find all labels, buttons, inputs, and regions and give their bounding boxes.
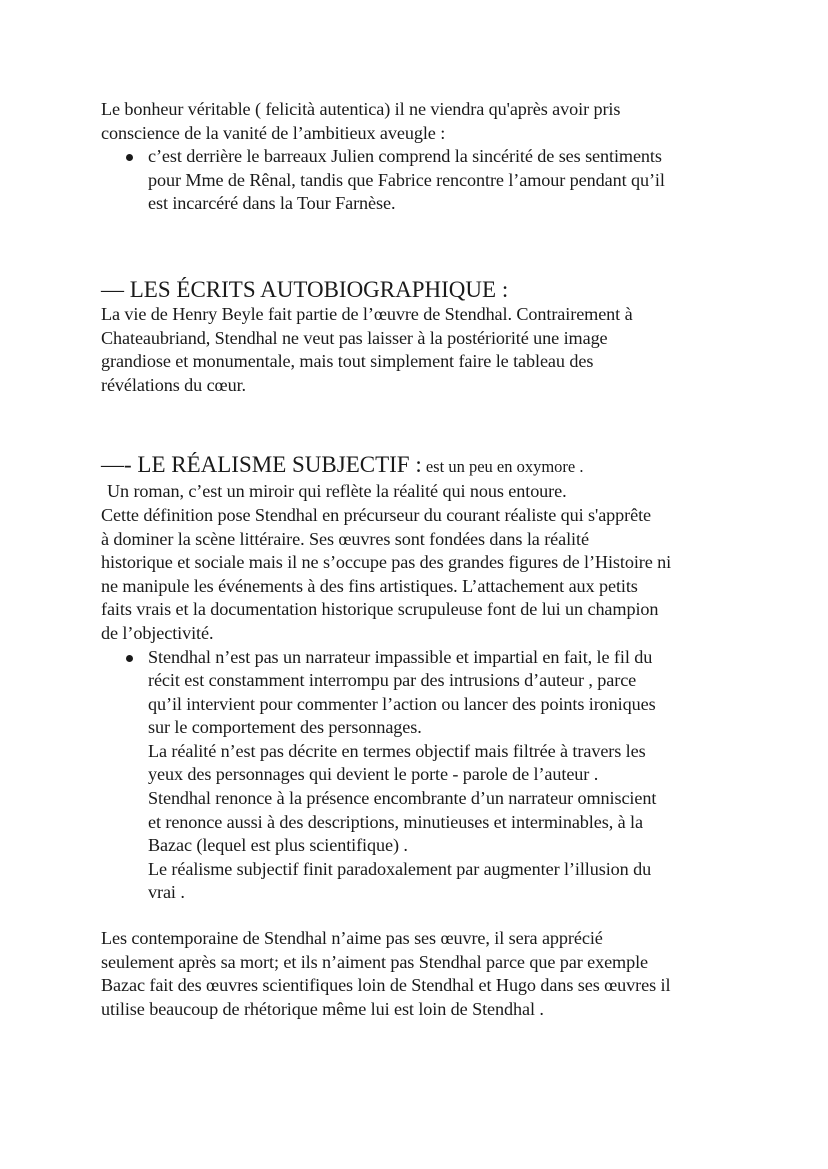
intro-section: [101, 98, 741, 216]
conclusion-section: [101, 927, 741, 1021]
text-line: à dominer la scène littéraire. Ses œuvres sont fondées dans la réalité: [101, 528, 589, 549]
heading-text: —- LE RÉALISME SUBJECTIF :: [101, 452, 422, 478]
text-line: est incarcéré dans la Tour Farnèse.: [148, 193, 396, 214]
autobio-paragraph: [101, 303, 741, 397]
text-line: La réalité n’est pas décrite en termes objectif mais filtrée à travers les: [148, 740, 646, 761]
realisme-paragraph: [101, 480, 741, 645]
text-line: Cette définition pose Stendhal en précurseur du courant réaliste qui s'apprête: [101, 504, 652, 525]
text-line: Un roman, c’est un miroir qui reflète la réalité qui nous entoure.: [107, 481, 567, 502]
text-line: c’est derrière le barreaux Julien comprend la sincérité de ses sentiments: [148, 146, 662, 167]
document-page: [101, 98, 741, 1021]
realisme-bullet-list: [101, 646, 741, 906]
text-line: utilise beaucoup de rhétorique même lui est loin de Stendhal .: [101, 998, 544, 1019]
text-line: historique et sociale mais il ne s’occupe pas des grandes figures de l’Histoire ni: [101, 552, 672, 573]
text-line: Bazac fait des œuvres scientifiques loin de Stendhal et Hugo dans ses œuvres il: [101, 975, 671, 996]
intro-paragraph: [101, 98, 741, 145]
heading-tail: est un peu en oxymore .: [421, 457, 584, 477]
text-line: La vie de Henry Beyle fait partie de l’œuvre de Stendhal. Contrairement à: [101, 303, 633, 324]
realisme-section: [101, 451, 741, 905]
bullet-icon: [126, 154, 133, 161]
text-line: révélations du cœur.: [101, 374, 246, 395]
text-line: récit est constamment interrompu par des intrusions d’auteur , parce: [148, 670, 637, 691]
text-line: et renonce aussi à des descriptions, minutieuses et interminables, à la: [148, 811, 643, 832]
text-line: Stendhal renonce à la présence encombrante d’un narrateur omniscient: [148, 788, 657, 809]
text-line: faits vrais et la documentation historique scrupuleuse font de lui un champion: [101, 599, 659, 620]
conclusion-paragraph: [101, 927, 741, 1021]
bullet-icon: [126, 655, 133, 662]
autobio-section: [101, 276, 741, 397]
text-line: Le bonheur véritable ( felicità autentica) il ne viendra qu'après avoir pris: [101, 99, 621, 119]
text-line: Stendhal n’est pas un narrateur impassible et impartial en fait, le fil du: [148, 646, 653, 667]
text-line: ne manipule les événements à des fins artistiques. L’attachement aux petits: [101, 575, 638, 596]
text-line: Chateaubriand, Stendhal ne veut pas laisser à la postériorité une image: [101, 327, 608, 348]
text-line: seulement après sa mort; et ils n’aiment pas Stendhal parce que par exemple: [101, 951, 649, 972]
text-line: yeux des personnages qui devient le porte - parole de l’auteur .: [148, 764, 599, 785]
text-line: de l’objectivité.: [101, 622, 214, 643]
section-heading-autobio: — LES ÉCRITS AUTOBIOGRAPHIQUE :: [101, 276, 509, 302]
text-line: Bazac (lequel est plus scientifique) .: [148, 835, 408, 856]
section-heading-realisme: [101, 451, 741, 480]
text-line: grandiose et monumentale, mais tout simplement faire le tableau des: [101, 351, 594, 372]
list-item: [101, 145, 741, 216]
text-line: Le réalisme subjectif finit paradoxalement par augmenter l’illusion du: [148, 858, 652, 879]
text-line: pour Mme de Rênal, tandis que Fabrice rencontre l’amour pendant qu’il: [148, 169, 665, 190]
text-line: qu’il intervient pour commenter l’action ou lancer des points ironiques: [148, 693, 656, 714]
text-line: conscience de la vanité de l’ambitieux aveugle :: [101, 122, 446, 143]
text-line: vrai .: [148, 882, 185, 903]
text-line: sur le comportement des personnages.: [148, 717, 422, 738]
list-item: [101, 646, 741, 906]
intro-bullet-list: [101, 145, 741, 216]
text-line: Les contemporaine de Stendhal n’aime pas ses œuvre, il sera apprécié: [101, 928, 603, 949]
